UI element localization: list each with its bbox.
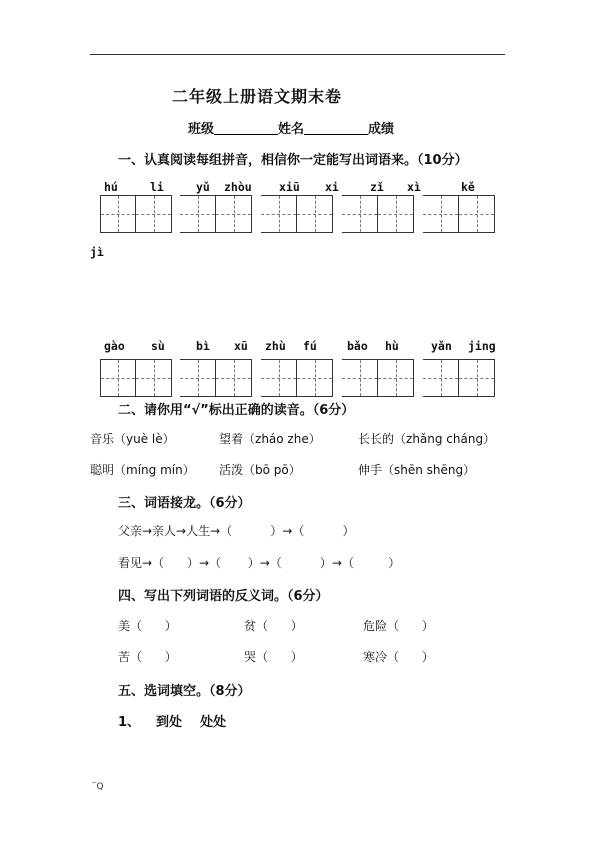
writing-box[interactable]: [100, 195, 136, 233]
writing-box[interactable]: [261, 359, 297, 397]
reading-options[interactable]: （shēn shēng）: [382, 463, 476, 477]
name-blank[interactable]: [304, 122, 368, 135]
antonym-item[interactable]: 哭（ ）: [244, 650, 303, 664]
word-chain-line[interactable]: 看见→（ ）→（ ）→（ ）→（ ）: [118, 556, 401, 570]
word-choices: 到处 处处: [156, 715, 227, 730]
pinyin: kě: [461, 180, 475, 194]
section2-heading: 二、请你用“√”标出正确的读音。（6分）: [118, 403, 355, 418]
writing-box[interactable]: [216, 359, 252, 397]
class-label: 班级: [188, 122, 215, 137]
antonym-item[interactable]: 贫（ ）: [244, 619, 303, 633]
writing-box[interactable]: [261, 195, 297, 233]
writing-box[interactable]: [423, 359, 459, 397]
pinyin: yǎn: [431, 339, 452, 353]
writing-box[interactable]: [216, 195, 252, 233]
reading-options[interactable]: （yuè lè）: [114, 432, 175, 446]
pinyin: xì: [407, 180, 421, 194]
pinyin: li: [150, 180, 164, 194]
reading-item: [358, 430, 495, 447]
antonym-item[interactable]: 寒冷（ ）: [363, 650, 434, 664]
section4-heading: 四、写出下列词语的反义词。（6分）: [118, 589, 329, 604]
pinyin: zǐ: [370, 180, 384, 194]
footer-mark: ¨Q: [92, 782, 104, 792]
reading-options[interactable]: （zháo zhe）: [243, 432, 321, 446]
writing-box[interactable]: [459, 195, 495, 233]
pinyin: yǔ: [196, 180, 210, 194]
pinyin: xiū: [279, 180, 300, 194]
pinyin: xi: [325, 180, 339, 194]
writing-box[interactable]: [180, 195, 216, 233]
section1-heading: 一、认真阅读每组拼音，相信你一定能写出词语来。（10分）: [118, 153, 468, 168]
writing-box[interactable]: [342, 195, 378, 233]
reading-options[interactable]: （zhǎng cháng）: [394, 432, 496, 446]
pinyin: sù: [151, 339, 165, 353]
pinyin: gào: [104, 339, 125, 353]
pinyin: xū: [234, 339, 248, 353]
reading-options[interactable]: （bō pō）: [243, 463, 301, 477]
score-label: 成绩: [368, 122, 395, 137]
question-number: 1、: [118, 715, 141, 730]
reading-item: [90, 461, 195, 478]
reading-item: [219, 461, 301, 478]
word: 聪明: [90, 463, 115, 477]
word: 望着: [219, 432, 244, 446]
top-rule: [90, 54, 505, 55]
section3-heading: 三、词语接龙。（6分）: [118, 496, 251, 511]
word-chain-line[interactable]: 父亲→亲人→人生→（ ）→（ ）: [118, 524, 355, 538]
writing-box[interactable]: [378, 195, 414, 233]
word: 音乐: [90, 432, 115, 446]
word: 长长的: [358, 432, 395, 446]
reading-item: [90, 430, 175, 447]
writing-box[interactable]: [423, 195, 459, 233]
reading-item: [358, 461, 475, 478]
pinyin: bì: [196, 339, 210, 353]
pinyin: hú: [104, 180, 118, 194]
pinyin: zhòu: [224, 180, 252, 194]
writing-box[interactable]: [378, 359, 414, 397]
reading-item: [219, 430, 321, 447]
student-info-line: [188, 118, 394, 137]
page-title: 二年级上册语文期末卷: [172, 87, 343, 106]
pinyin: zhù: [265, 339, 286, 353]
name-label: 姓名: [278, 122, 305, 137]
writing-box[interactable]: [100, 359, 136, 397]
writing-box[interactable]: [297, 359, 333, 397]
writing-box[interactable]: [342, 359, 378, 397]
writing-box[interactable]: [136, 359, 172, 397]
pinyin: fú: [303, 339, 317, 353]
antonym-item[interactable]: 危险（ ）: [363, 619, 434, 633]
word: 伸手: [358, 463, 383, 477]
antonym-item[interactable]: 美（ ）: [118, 619, 177, 633]
writing-box[interactable]: [136, 195, 172, 233]
pinyin: hù: [385, 339, 399, 353]
section5-heading: 五、选词填空。（8分）: [118, 684, 251, 699]
reading-options[interactable]: （míng mín）: [114, 463, 195, 477]
writing-box[interactable]: [180, 359, 216, 397]
pinyin: jing: [468, 339, 496, 353]
class-blank[interactable]: [214, 122, 278, 135]
writing-box[interactable]: [297, 195, 333, 233]
writing-box[interactable]: [459, 359, 495, 397]
pinyin-wrapped: jì: [90, 245, 104, 259]
antonym-item[interactable]: 苦（ ）: [118, 650, 177, 664]
pinyin: bǎo: [347, 339, 368, 353]
word: 活泼: [219, 463, 244, 477]
